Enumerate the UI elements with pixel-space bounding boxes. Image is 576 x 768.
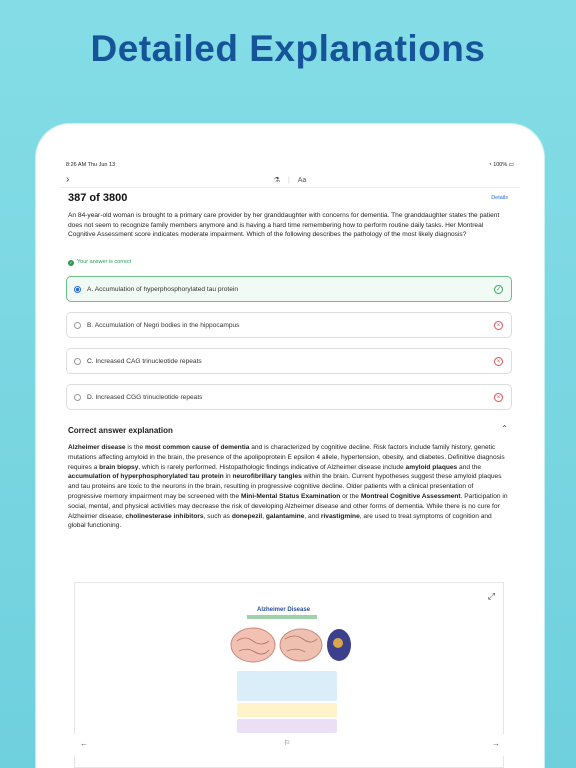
battery-label: 100% [493,162,508,168]
arrow-right-icon[interactable]: → [492,739,500,748]
explanation-segment: within the brain. Current hypotheses suggest these amyloid plaques and tau proteins are toxic to the neurons in the brain, resulting in progressive cognitive decline. Older patients with a clinical presentation of progressive memory impairment may be screened with the [68,473,502,500]
x-circle-icon: × [494,357,503,366]
answer-option-label: D. Increased CGG trinucleotide repeats [87,394,203,401]
key-term: brain biopsy [99,463,139,471]
explanation-segment: , such as [203,512,232,520]
explanation-text [68,443,508,531]
check-circle-icon: ✓ [495,287,502,293]
key-term: neurofibrillary tangles [232,473,302,481]
status-bar [66,162,514,170]
key-term: rivastigmine [320,512,360,520]
wifi-icon: ◔ [488,162,492,168]
explanation-segment: , which is rarely performed. Histopathologic findings indicative of Alzheimer disease include [138,463,406,471]
explanation-segment: , and [304,512,321,520]
battery-indicator [488,162,514,168]
radio-button[interactable] [74,286,81,293]
arrow-left-icon[interactable]: ← [80,739,88,748]
result-note [68,259,131,266]
question-stem: An 84-year-old woman is brought to a primary care provider by her granddaughter with concerns for dementia. The granddaughter states the patient does not seem to recognize family members anymore and is having a hard time remembering how to perform routine daily tasks. Her Montreal Cognitive Assessment score indicates moderate impairment. Which of the following describes the pathology of the most likely diagnosis? [68,212,500,239]
battery-icon: ▭ [508,162,514,168]
divider: | [287,177,290,184]
check-icon: ✓ [69,260,73,265]
key-term: donepezil [231,512,263,520]
answer-option-label: B. Accumulation of Negri bodies in the hippocampus [87,322,240,329]
key-term: amyloid plaques [405,463,458,471]
explanation-segment: in [223,473,233,481]
figure-title: Alzheimer Disease [257,607,311,613]
answer-option-label: A. Accumulation of hyperphosphorylated tau protein [87,286,239,293]
headline: Detailed Explanations [90,28,486,69]
explanation-segment: . Participation in social, mental, and physical activities may decrease the risk of developing Alzheimer disease and other forms of dementia. While there is no cure for Alzheimer disease, [68,492,508,520]
key-term: cholinesterase inhibitors [125,512,204,520]
answer-option[interactable] [66,312,512,338]
toolbar [60,174,520,188]
key-term: accumulation of hyperphosphorylated tau protein [68,473,224,481]
details-link[interactable]: Details [491,195,508,201]
radio-button[interactable] [74,322,81,329]
explanation-segment: and is characterized by cognitive decline. Risk factors include family history, genetic mutations affecting amyloid in the brain, the presence of the apolipoprotein E epsilon 4 allele, hypertension, obesity, and diabetes. Definitive diagnosis requires a [68,444,505,471]
explanation-segment: and the [457,463,482,471]
flag-icon[interactable]: ⚐ [284,740,291,747]
answer-option-label: C. Increased CAG trinucleotide repeats [87,358,202,365]
app-screen [60,158,520,768]
key-term: Alzheimer disease [68,444,126,451]
chevron-up-icon[interactable]: ⌃ [501,424,508,433]
explanation-segment: is the [125,444,145,451]
font-size-button[interactable]: Aa [297,177,307,184]
explanation-heading[interactable]: Correct answer explanation [68,426,173,435]
key-term: Mini-Mental Status Examination [240,492,341,500]
key-term: Montreal Cognitive Assessment [360,492,461,500]
x-circle-icon: × [494,393,503,402]
figure-subtitle-bar [247,615,317,619]
explanation-segment: , are used to treat symptoms of cognition and global functioning. [68,512,492,530]
brain-illustration [225,621,355,669]
answer-option[interactable] [66,276,512,302]
status-time: 8:26 AM Thu Jun 13 [66,162,116,168]
key-term: galantamine [265,512,305,520]
flask-icon[interactable]: ⚗ [273,177,280,184]
figure-row [237,719,337,733]
answer-option[interactable] [66,348,512,374]
key-term: most common cause of dementia [144,444,250,451]
radio-button[interactable] [74,394,81,401]
x-circle-icon: × [494,321,503,330]
figure-row [237,671,337,701]
radio-button[interactable] [74,358,81,365]
question-counter: 387 of 3800 [68,192,128,204]
result-note-text: Your answer is correct [77,259,132,265]
figure-row [237,703,337,717]
explanation-segment: or the [340,492,361,500]
answer-option[interactable] [66,384,512,410]
chevron-right-icon[interactable]: › [66,174,70,185]
bottom-nav [60,734,520,756]
explanation-segment: , [262,512,266,520]
expand-icon[interactable]: ⤢ [487,591,495,601]
